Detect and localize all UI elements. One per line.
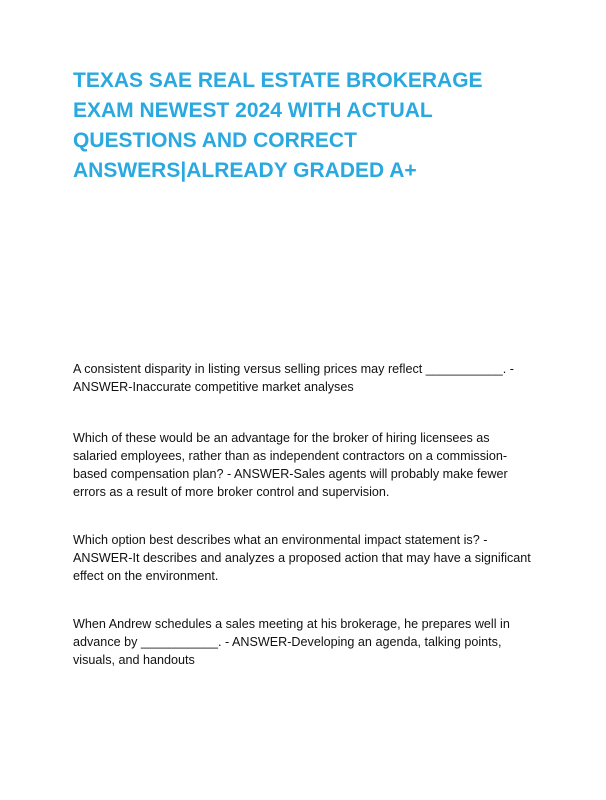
qa-item: When Andrew schedules a sales meeting at his brokerage, he prepares well in advance by ___________. - ANSWER-Developing an agenda, talking points, visuals, and handouts	[73, 617, 510, 667]
qa-item: A consistent disparity in listing versus selling prices may reflect ___________. - ANSWER-Inaccurate competitive market analyses	[73, 362, 515, 394]
qa-item: Which option best describes what an environmental impact statement is? - ANSWER-It describes and analyzes a proposed action that may have a significant effect on the environment.	[73, 533, 531, 583]
document-title: TEXAS SAE REAL ESTATE BROKERAGE EXAM NEWEST 2024 WITH ACTUAL QUESTIONS AND CORRECT ANSWERS|ALREADY GRADED A+	[73, 69, 483, 182]
qa-item: Which of these would be an advantage for the broker of hiring licensees as salaried employees, rather than as independent contractors on a commission-based compensation plan? - ANSWER-Sales agents will probably make fewer errors as a result of more broker control and supervision.	[73, 431, 508, 499]
